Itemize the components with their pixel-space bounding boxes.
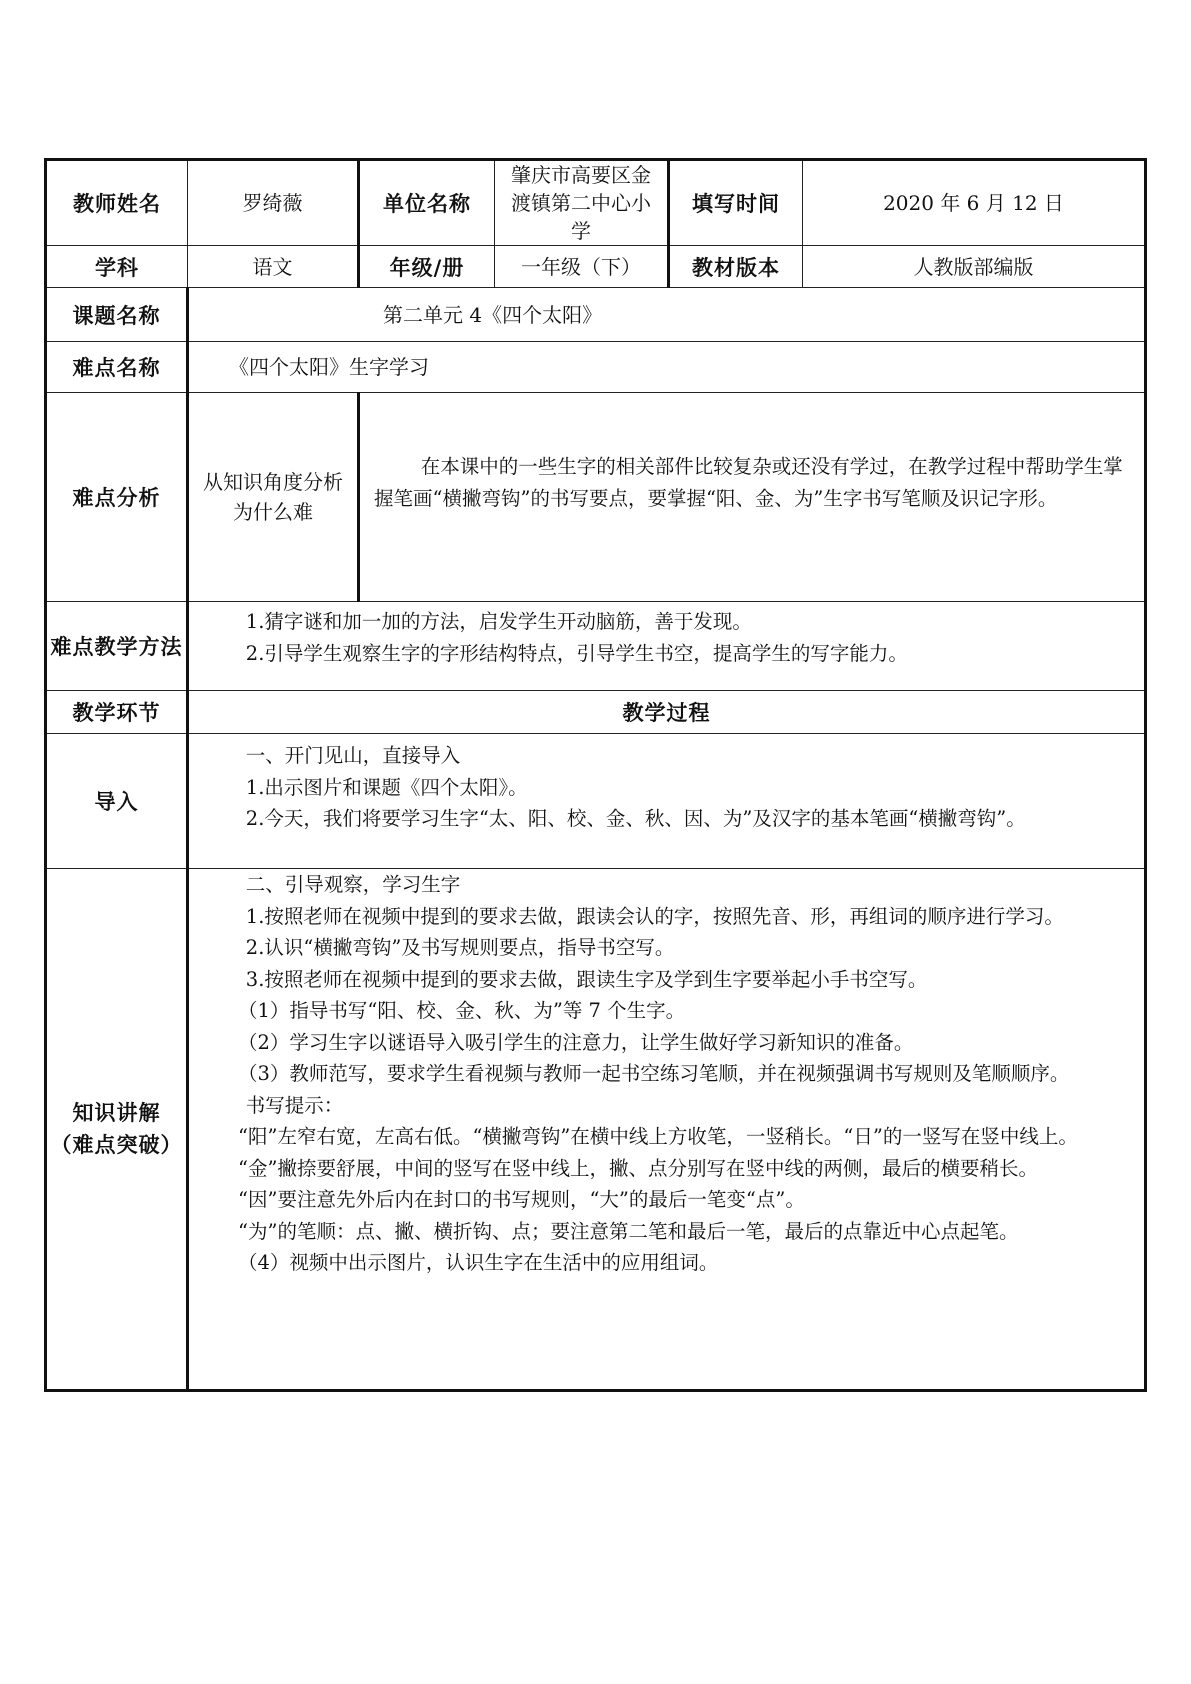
lesson-plan-table <box>44 158 1147 1392</box>
date-label: 填写时间 <box>669 160 803 246</box>
subject-label: 学科 <box>46 246 188 288</box>
knowledge-label-line-2: （难点突破） <box>50 1133 183 1157</box>
knowledge-line-10: “金”撇捺要舒展，中间的竖写在竖中线上，撇、点分别写在竖中线的两侧，最后的横要稍长。 <box>238 1156 1038 1180</box>
intro-label: 导入 <box>46 734 188 869</box>
teacher-value: 罗绮薇 <box>188 160 359 246</box>
row-teacher <box>46 160 1146 246</box>
analysis-sublabel: 从知识角度分析为什么难 <box>188 393 359 602</box>
knowledge-line-6: （2）学习生字以谜语导入吸引学生的注意力，让学生做好学习新知识的准备。 <box>238 1030 914 1054</box>
teacher-label: 教师姓名 <box>46 160 188 246</box>
textbook-value: 人教版部编版 <box>803 246 1146 288</box>
grade-value: 一年级（下） <box>495 246 669 288</box>
grade-label: 年级/册 <box>359 246 495 288</box>
knowledge-line-7: （3）教师范写，要求学生看视频与教师一起书空练习笔顺，并在视频强调书写规则及笔顺顺序。 <box>238 1062 1070 1085</box>
knowledge-line-5: （1）指导书写“阳、校、金、秋、为”等 7 个生字。 <box>238 999 686 1022</box>
analysis-text: 在本课中的一些生字的相关部件比较复杂或还没有学过，在教学过程中帮助学生掌握笔画“横撇弯钩”的书写要点，要掌握“阳、金、为”生字书写笔顺及识记字形。 <box>374 455 1123 510</box>
knowledge-label-line-1: 知识讲解 <box>72 1101 161 1125</box>
knowledge-line-3: 2.认识“横撇弯钩”及书写规则要点，指导书空写。 <box>245 936 675 959</box>
row-knowledge <box>46 869 1146 1391</box>
row-method <box>46 602 1146 691</box>
subject-value: 语文 <box>188 246 359 288</box>
method-label: 难点教学方法 <box>46 602 188 691</box>
analysis-text-cell <box>359 393 1146 602</box>
intro-line-1: 一、开门见山，直接导入 <box>245 744 461 767</box>
knowledge-line-12: “为”的笔顺：点、撇、横折钩、点；要注意第二笔和最后一笔，最后的点靠近中心点起笔。 <box>238 1219 1019 1243</box>
knowledge-line-13: （4）视频中出示图片，认识生字在生活中的应用组词。 <box>238 1251 719 1274</box>
row-process-header <box>46 691 1146 734</box>
lesson-plan-page <box>44 158 1144 1392</box>
method-cell <box>188 602 1146 691</box>
intro-line-3: 2.今天，我们将要学习生字“太、阳、校、金、秋、因、为”及汉字的基本笔画“横撇弯钩”。 <box>245 807 1026 830</box>
knowledge-label-cell <box>46 869 188 1391</box>
knowledge-cell <box>188 869 1146 1391</box>
intro-line-2: 1.出示图片和课题《四个太阳》。 <box>245 775 528 799</box>
method-line-1: 1.猜字谜和加一加的方法，启发学生开动脑筋，善于发现。 <box>245 610 752 633</box>
knowledge-line-4: 3.按照老师在视频中提到的要求去做，跟读生字及学到生字要举起小手书空写。 <box>245 967 928 991</box>
knowledge-line-9: “阳”左窄右宽，左高右低。“横撇弯钩”在横中线上方收笔，一竖稍长。“日”的一竖写在竖中线上。 <box>238 1125 1078 1148</box>
process-left-header: 教学环节 <box>46 691 188 734</box>
method-line-2: 2.引导学生观察生字的字形结构特点，引导学生书空，提高学生的写字能力。 <box>245 641 908 665</box>
knowledge-line-1: 二、引导观察，学习生字 <box>245 873 461 896</box>
knowledge-line-11: “因”要注意先外后内在封口的书写规则，“大”的最后一笔变“点”。 <box>238 1188 805 1211</box>
knowledge-line-2: 1.按照老师在视频中提到的要求去做，跟读会认的字，按照先音、形，再组词的顺序进行学习。 <box>245 904 1064 928</box>
row-analysis <box>46 393 1146 602</box>
topic-value: 第二单元 4《四个太阳》 <box>188 288 1146 342</box>
analysis-label: 难点分析 <box>46 393 188 602</box>
date-value: 2020 年 6 月 12 日 <box>803 160 1146 246</box>
difficulty-value: 《四个太阳》生字学习 <box>188 342 1146 393</box>
knowledge-line-8: 书写提示： <box>245 1093 344 1117</box>
unit-value: 肇庆市高要区金渡镇第二中心小学 <box>495 160 669 246</box>
unit-label: 单位名称 <box>359 160 495 246</box>
topic-label: 课题名称 <box>46 288 188 342</box>
row-intro <box>46 734 1146 869</box>
textbook-label: 教材版本 <box>669 246 803 288</box>
row-topic <box>46 288 1146 342</box>
difficulty-label: 难点名称 <box>46 342 188 393</box>
row-difficulty <box>46 342 1146 393</box>
row-subject <box>46 246 1146 288</box>
intro-cell <box>188 734 1146 869</box>
process-right-header: 教学过程 <box>188 691 1146 734</box>
